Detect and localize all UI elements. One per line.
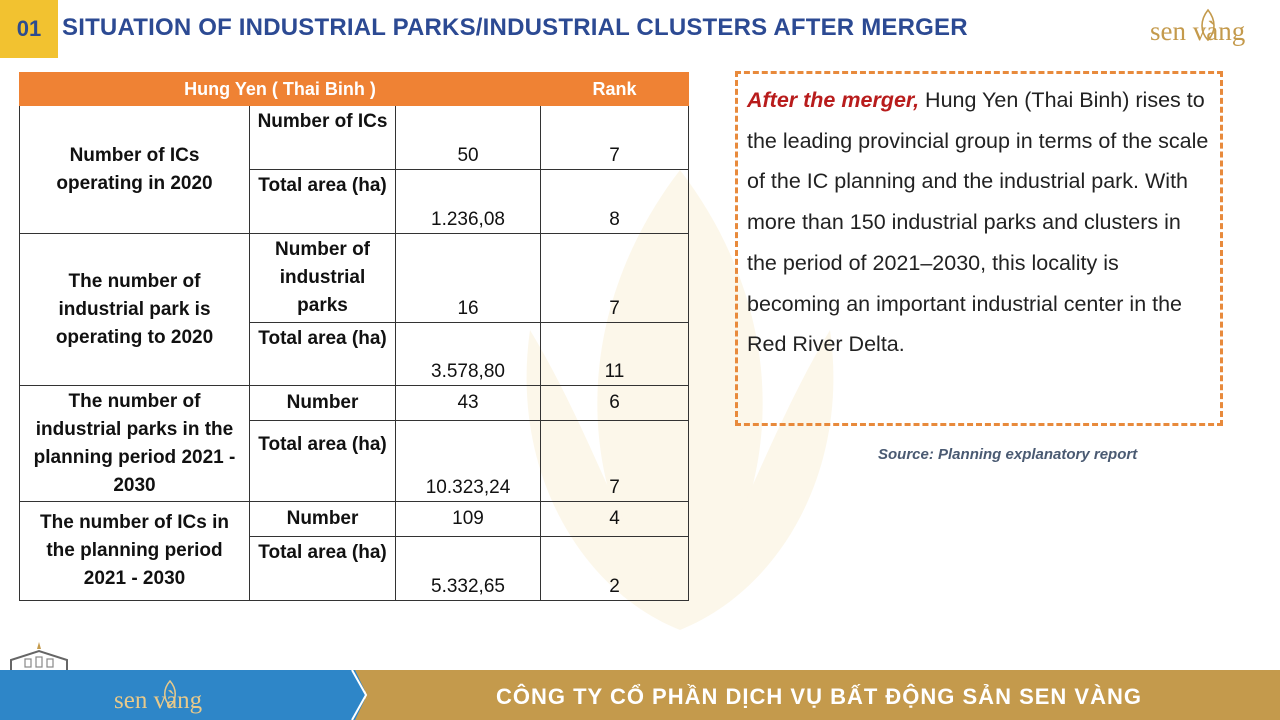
footer-chevron-icon xyxy=(350,670,370,720)
merger-note-body: Hung Yen (Thai Binh) rises to the leading provincial group in terms of the scale of the IC planning and the industrial park. With more than 150 industrial parks and clusters in the period of 2021–2030, this locality is becoming an important industrial center in the Red River Delta. xyxy=(747,88,1209,357)
source-note: Source: Planning explanatory report xyxy=(878,446,1138,463)
table-row xyxy=(20,386,689,421)
section-number-badge: 01 xyxy=(0,0,58,58)
value-cell: 43 xyxy=(396,386,541,421)
table-header-row xyxy=(20,73,689,106)
sub-label: Number xyxy=(250,502,396,537)
group-label: The number of industrial park is operating to 2020 xyxy=(20,234,250,386)
footer-sen-vang-logo xyxy=(112,678,232,716)
rank-cell: 4 xyxy=(541,502,689,537)
sub-label: Total area (ha) xyxy=(250,323,396,386)
company-name: CÔNG TY CỔ PHẦN DỊCH VỤ BẤT ĐỘNG SẢN SEN VÀNG xyxy=(496,684,1142,709)
sub-label: Number of industrial parks xyxy=(250,234,396,323)
value-cell: 16 xyxy=(396,234,541,323)
rank-cell: 7 xyxy=(541,106,689,170)
rank-cell: 2 xyxy=(541,537,689,601)
value-cell: 3.578,80 xyxy=(396,323,541,386)
svg-text:sen vàng: sen vàng xyxy=(1150,16,1246,46)
svg-text:sen vàng: sen vàng xyxy=(114,687,203,714)
building-logo-icon xyxy=(5,640,73,672)
industrial-parks-table xyxy=(19,72,689,601)
sub-label: Total area (ha) xyxy=(250,421,396,502)
merger-note-text xyxy=(747,80,1212,365)
group-label: The number of ICs in the planning period 2021 - 2030 xyxy=(20,502,250,601)
value-cell: 1.236,08 xyxy=(396,170,541,234)
rank-cell: 11 xyxy=(541,323,689,386)
value-cell: 109 xyxy=(396,502,541,537)
table-header-rank: Rank xyxy=(541,73,689,106)
table-row xyxy=(20,234,689,323)
value-cell: 10.323,24 xyxy=(396,421,541,502)
group-label: Number of ICs operating in 2020 xyxy=(20,106,250,234)
merger-note-box xyxy=(735,71,1223,426)
rank-cell: 8 xyxy=(541,170,689,234)
sub-label: Number of ICs xyxy=(250,106,396,170)
rank-cell: 7 xyxy=(541,234,689,323)
rank-cell: 7 xyxy=(541,421,689,502)
value-cell: 50 xyxy=(396,106,541,170)
table-row xyxy=(20,502,689,537)
value-cell: 5.332,65 xyxy=(396,537,541,601)
sen-vang-logo xyxy=(1148,6,1274,50)
table-row xyxy=(20,106,689,170)
footer-bar xyxy=(0,670,1280,720)
sub-label: Total area (ha) xyxy=(250,170,396,234)
page-title: SITUATION OF INDUSTRIAL PARKS/INDUSTRIAL CLUSTERS AFTER MERGER xyxy=(62,14,968,41)
table-header-province: Hung Yen ( Thai Binh ) xyxy=(20,73,541,106)
merger-note-lead: After the merger, xyxy=(747,88,920,112)
rank-cell: 6 xyxy=(541,386,689,421)
sub-label: Number xyxy=(250,386,396,421)
group-label: The number of industrial parks in the planning period 2021 - 2030 xyxy=(20,386,250,502)
sub-label: Total area (ha) xyxy=(250,537,396,601)
